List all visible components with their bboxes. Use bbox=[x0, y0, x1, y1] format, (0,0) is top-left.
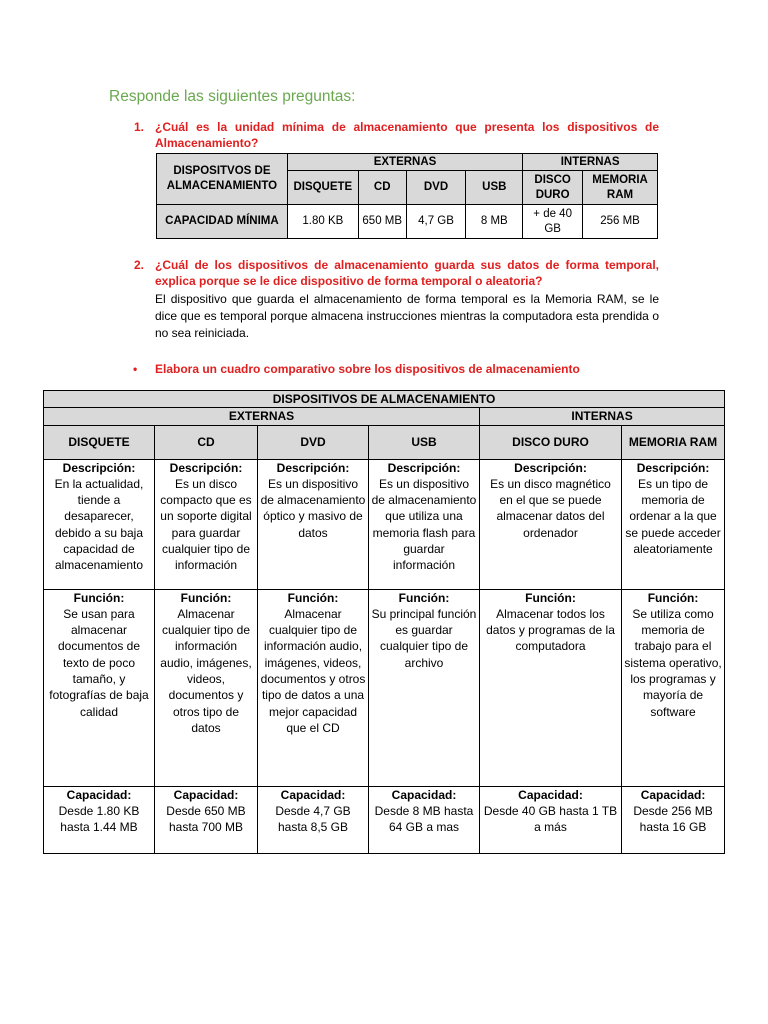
table2-func-cell bbox=[258, 589, 369, 786]
cap-text: Desde 4,7 GB hasta 8,5 GB bbox=[275, 803, 351, 835]
desc-text: Es un tipo de memoria de ordenar a la que se puede acceder aleatoriamente bbox=[625, 476, 721, 557]
table2-group-externas: EXTERNAS bbox=[44, 408, 480, 425]
func-text: Su principal función es guardar cualquier tipo de archivo bbox=[371, 606, 477, 670]
table2-desc-cell bbox=[155, 459, 258, 589]
question-1-number: 1. bbox=[134, 120, 145, 134]
table2-col-memoria-ram: MEMORIA RAM bbox=[622, 425, 725, 459]
func-text: Almacenar cualquier tipo de información audio, imágenes, videos, documentos y otros tipo de datos a una mejor capacidad que el CD bbox=[260, 606, 366, 735]
desc-label: Descripción: bbox=[276, 460, 350, 475]
table1-value-usb: 8 MB bbox=[466, 205, 523, 239]
table1-col-disquete: DISQUETE bbox=[287, 171, 358, 205]
func-label: Función: bbox=[647, 590, 699, 605]
table2-cap-cell bbox=[480, 786, 622, 853]
desc-text: Es un disco magnético en el que se puede almacenar datos del ordenador bbox=[490, 476, 611, 540]
desc-text: Es un disco compacto que es un soporte digital para guardar cualquier tipo de información bbox=[160, 476, 252, 573]
func-label: Función: bbox=[180, 590, 232, 605]
table1-col-disco-duro: DISCO DURO bbox=[523, 171, 583, 205]
cap-label: Capacidad: bbox=[173, 787, 239, 802]
func-label: Función: bbox=[398, 590, 450, 605]
bullet-instruction bbox=[133, 362, 580, 376]
answer-2: El dispositivo que guarda el almacenamiento de forma temporal es la Memoria RAM, se le dice que es temporal porque almacena instrucciones mientras la computadora esta prendida o no sea reiniciada. bbox=[155, 292, 659, 340]
cap-label: Capacidad: bbox=[391, 787, 457, 802]
table2-cap-cell bbox=[44, 786, 155, 853]
table1-group-internas: INTERNAS bbox=[523, 154, 658, 171]
table1-col-memoria-ram: MEMORIA RAM bbox=[583, 171, 658, 205]
cap-text: Desde 1.80 KB hasta 1.44 MB bbox=[58, 803, 140, 835]
table2-col-disco-duro: DISCO DURO bbox=[480, 425, 622, 459]
cap-label: Capacidad: bbox=[66, 787, 132, 802]
bullet-dot: • bbox=[133, 362, 138, 376]
func-label: Función: bbox=[73, 590, 125, 605]
table2-cap-cell bbox=[155, 786, 258, 853]
table2-func-cell bbox=[622, 589, 725, 786]
table2-desc-cell bbox=[258, 459, 369, 589]
table2-cap-cell bbox=[369, 786, 480, 853]
func-label: Función: bbox=[525, 590, 576, 605]
question-1 bbox=[134, 119, 659, 151]
cap-label: Capacidad: bbox=[640, 787, 706, 802]
table1-value-disquete: 1.80 KB bbox=[287, 205, 358, 239]
question-2-number: 2. bbox=[134, 258, 145, 272]
table2-func-cell bbox=[155, 589, 258, 786]
func-text: Almacenar cualquier tipo de información audio, imágenes, videos, documentos y otros tipo de datos bbox=[160, 606, 252, 735]
func-text: Almacenar todos los datos y programas de la computadora bbox=[486, 606, 615, 654]
table1-group-externas: EXTERNAS bbox=[287, 154, 522, 171]
table2-cap-cell bbox=[258, 786, 369, 853]
table1-value-disco-duro: + de 40 GB bbox=[523, 205, 583, 239]
desc-text: En la actualidad, tiende a desaparecer, debido a su baja capacidad de almacenamiento bbox=[54, 476, 144, 573]
table2-col-disquete: DISQUETE bbox=[44, 425, 155, 459]
cap-label: Capacidad: bbox=[518, 787, 583, 802]
desc-label: Descripción: bbox=[636, 460, 710, 475]
desc-label: Descripción: bbox=[387, 460, 461, 475]
question-2-text: ¿Cuál de los dispositivos de almacenamiento guarda sus datos de forma temporal, explica porque se le dice dispositivo de forma temporal o aleatoria? bbox=[155, 258, 659, 288]
func-label: Función: bbox=[287, 590, 339, 605]
table2-desc-cell bbox=[44, 459, 155, 589]
table1-value-dvd: 4,7 GB bbox=[406, 205, 466, 239]
question-2 bbox=[134, 257, 659, 289]
table2-row-capacidad bbox=[44, 786, 725, 853]
table1-capacity-label: CAPACIDAD MÍNIMA bbox=[157, 205, 288, 239]
table2-func-cell bbox=[44, 589, 155, 786]
comparison-table bbox=[43, 390, 725, 854]
cap-text: Desde 8 MB hasta 64 GB a mas bbox=[374, 803, 474, 835]
desc-label: Descripción: bbox=[514, 460, 587, 475]
cap-label: Capacidad: bbox=[280, 787, 346, 802]
table2-col-usb: USB bbox=[369, 425, 480, 459]
desc-text: Es un dispositivo de almacenamiento que utiliza una memoria flash para guardar información bbox=[371, 476, 477, 573]
table2-cap-cell bbox=[622, 786, 725, 853]
table2-group-internas: INTERNAS bbox=[480, 408, 725, 425]
cap-text: Desde 650 MB hasta 700 MB bbox=[166, 803, 246, 835]
table1-col-dvd: DVD bbox=[406, 171, 466, 205]
page-heading: Responde las siguientes preguntas: bbox=[109, 88, 356, 105]
table1-col-usb: USB bbox=[466, 171, 523, 205]
min-capacity-table bbox=[156, 153, 658, 239]
table1-value-cd: 650 MB bbox=[358, 205, 406, 239]
cap-text: Desde 40 GB hasta 1 TB a más bbox=[483, 803, 618, 835]
table2-desc-cell bbox=[480, 459, 622, 589]
cap-text: Desde 256 MB hasta 16 GB bbox=[633, 803, 713, 835]
func-text: Se usan para almacenar documentos de texto de poco tamaño, y fotografías de baja calidad bbox=[49, 606, 149, 719]
func-text: Se utiliza como memoria de trabajo para el sistema operativo, los programas y mayoría de software bbox=[624, 606, 722, 719]
table2-col-cd: CD bbox=[155, 425, 258, 459]
bullet-text: Elabora un cuadro comparativo sobre los dispositivos de almacenamiento bbox=[155, 362, 580, 376]
table2-title: DISPOSITIVOS DE ALMACENAMIENTO bbox=[44, 391, 725, 408]
desc-label: Descripción: bbox=[62, 460, 136, 475]
table2-desc-cell bbox=[622, 459, 725, 589]
question-1-text: ¿Cuál es la unidad mínima de almacenamiento que presenta los dispositivos de Almacenamiento? bbox=[155, 120, 659, 150]
table1-col-cd: CD bbox=[358, 171, 406, 205]
table2-func-cell bbox=[369, 589, 480, 786]
desc-text: Es un dispositivo de almacenamiento óptico y masivo de datos bbox=[260, 476, 366, 540]
table1-row-header: DISPOSITVOS DE ALMACENAMIENTO bbox=[157, 154, 288, 205]
table2-func-cell bbox=[480, 589, 622, 786]
desc-label: Descripción: bbox=[169, 460, 243, 475]
table1-value-memoria-ram: 256 MB bbox=[583, 205, 658, 239]
table2-row-descripcion bbox=[44, 459, 725, 589]
table2-col-dvd: DVD bbox=[258, 425, 369, 459]
table2-row-funcion bbox=[44, 589, 725, 786]
table2-desc-cell bbox=[369, 459, 480, 589]
